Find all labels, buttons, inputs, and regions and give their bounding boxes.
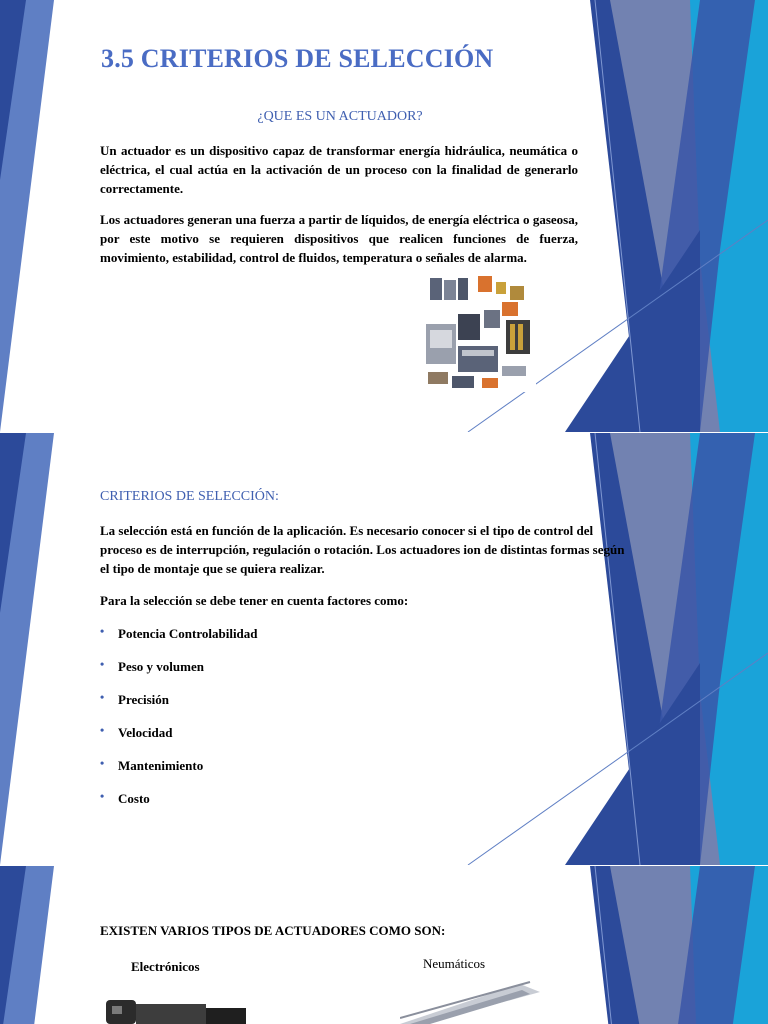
bullet-icon: • [100, 657, 105, 671]
bullet-icon: • [100, 690, 105, 704]
list-item [100, 657, 258, 690]
slide-2 [0, 433, 768, 865]
list-item-label: Precisión [118, 692, 170, 707]
list-item [100, 624, 258, 657]
intro-paragraph: La selección está en función de la aplicación. Es necesario conocer si el tipo de control del proceso es de interrupción, regulación o rotación. Los actuadores ion de distintas formas según el tipo de montaje que se quiera realizar. [100, 523, 625, 576]
slide-title: 3.5 CRITERIOS DE SELECCIÓN [101, 44, 494, 73]
list-item-label: Velocidad [118, 725, 173, 740]
label-pneumatic: Neumáticos [423, 956, 486, 971]
paragraph-definition: Un actuador es un dispositivo capaz de transformar energía hidráulica, neumática o eléctrica, el cual actúa en la activación de un proceso con la finalidad de generarlo correctamente. [100, 143, 578, 196]
bullet-icon: • [100, 756, 105, 770]
paragraph-function: Los actuadores generan una fuerza a partir de líquidos, de energía eléctrica o gaseosa, por este motivo se requieren dispositivos que realicen funciones de fuerza, movimiento, estabilidad, control de fluidos, temperatura o señales de alarma. [100, 212, 578, 265]
slide-3 [0, 866, 768, 1024]
bullet-icon: • [100, 723, 105, 737]
selection-factors-list [100, 624, 258, 822]
electronic-actuator-photo [100, 990, 250, 1024]
list-item-label: Costo [118, 791, 150, 806]
list-item [100, 756, 258, 789]
actuators-photo [418, 274, 536, 392]
list-item [100, 690, 258, 723]
lead-text: Para la selección se debe tener en cuenta factores como: [100, 593, 409, 608]
list-item-label: Mantenimiento [118, 758, 204, 773]
list-item-label: Peso y volumen [118, 659, 204, 674]
section-heading: EXISTEN VARIOS TIPOS DE ACTUADORES COMO SON: [100, 923, 446, 938]
pneumatic-actuator-photo [400, 978, 540, 1024]
list-item-label: Potencia Controlabilidad [118, 626, 258, 641]
bullet-icon: • [100, 789, 105, 803]
label-electronic: Electrónicos [131, 959, 200, 974]
slide-1 [0, 0, 768, 432]
list-item [100, 789, 258, 822]
section-heading: CRITERIOS DE SELECCIÓN: [100, 489, 279, 504]
slide-subtitle: ¿QUE ES UN ACTUADOR? [257, 109, 423, 124]
list-item [100, 723, 258, 756]
bullet-icon: • [100, 624, 105, 638]
